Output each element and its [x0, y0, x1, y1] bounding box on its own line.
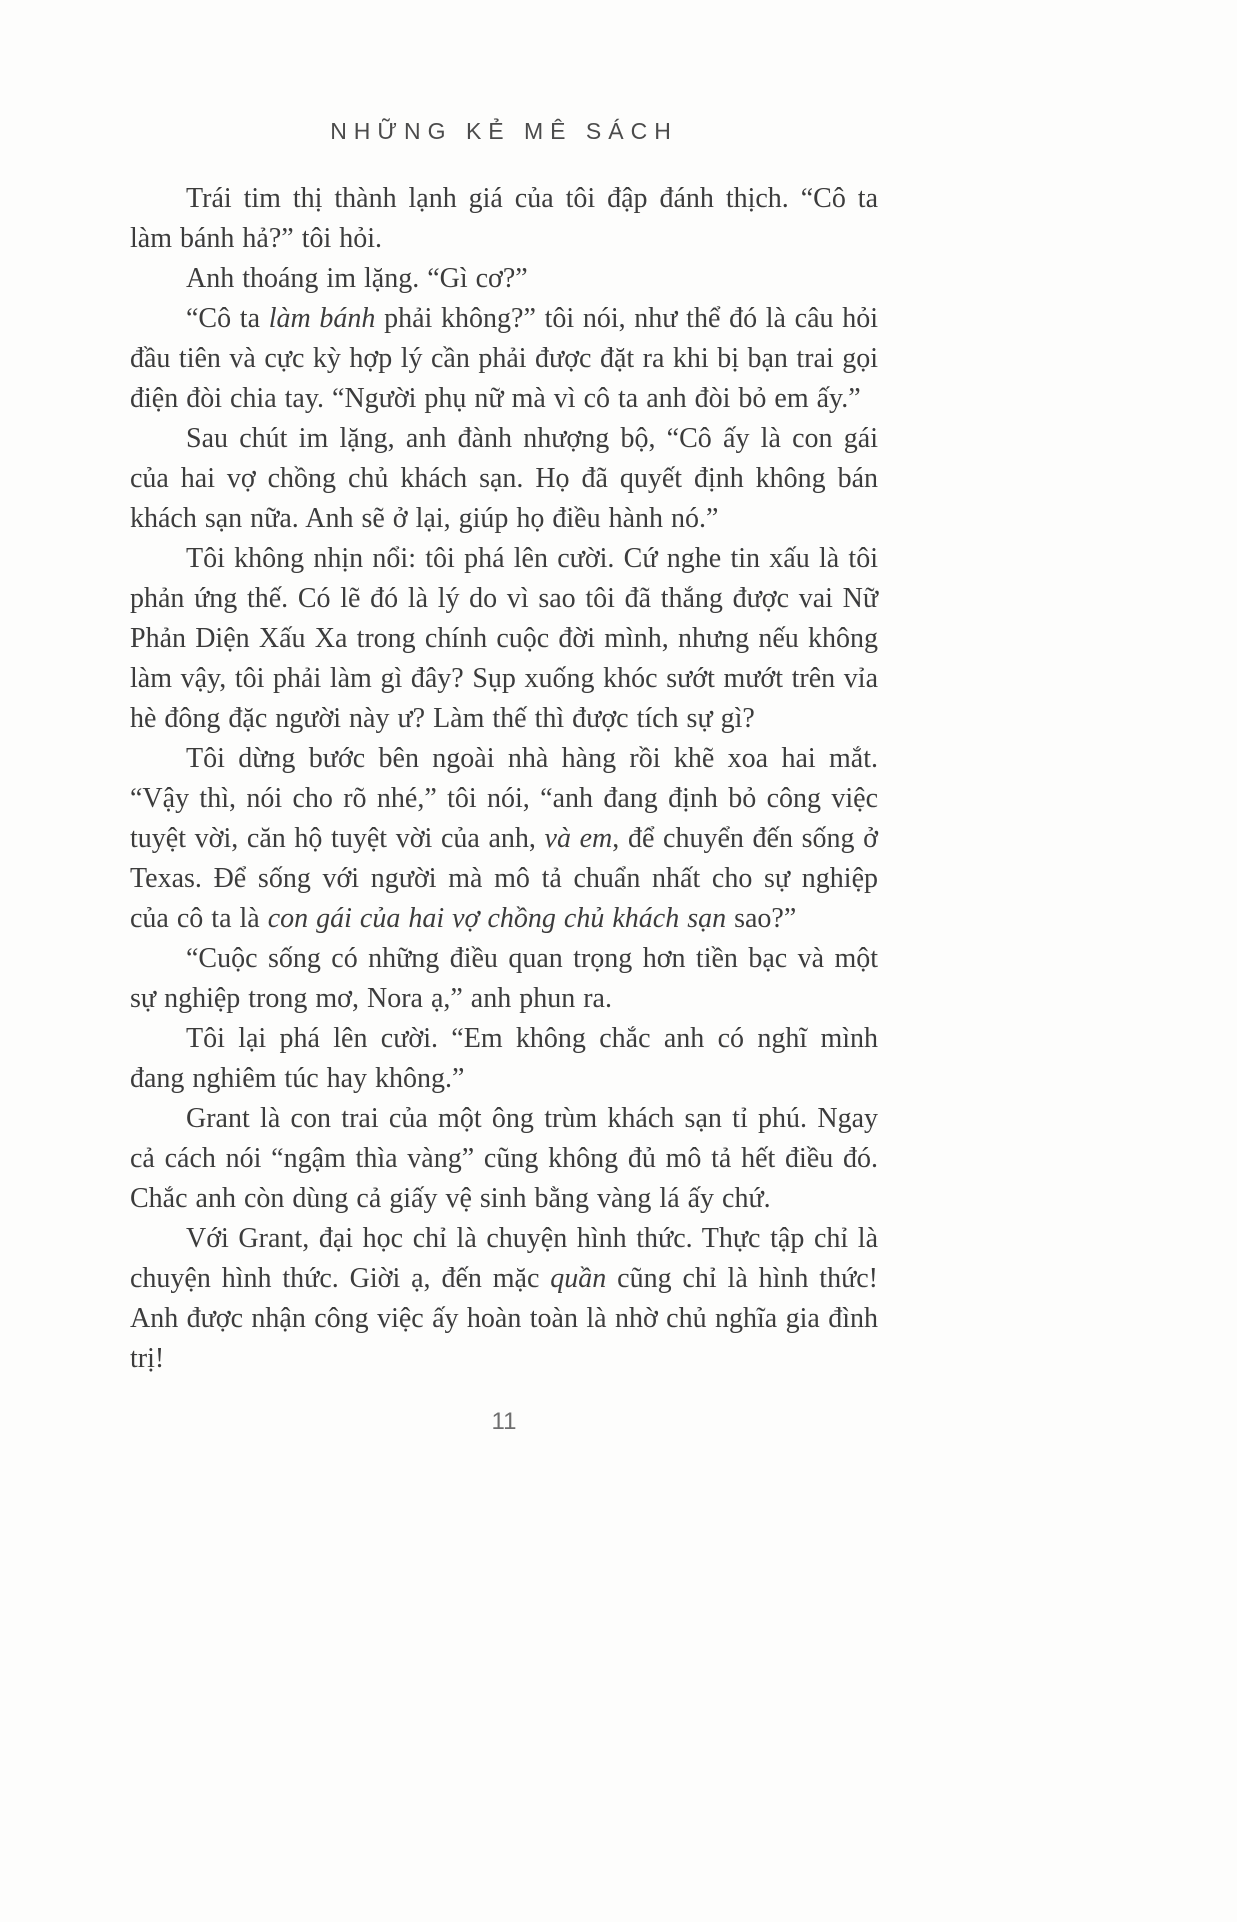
paragraph	[130, 419, 878, 539]
text-segment: Tôi không nhịn nổi: tôi phá lên cười. Cứ nghe tin xấu là tôi phản ứng thế. Có lẽ đó là lý do vì sao tôi đã thắng được vai Nữ Phản Diện Xấu Xa trong chính cuộc đời mình, nhưng nếu không làm vậy, tôi phải làm gì đây? Sụp xuống khóc sướt mướt trên vỉa hè đông đặc người này ư? Làm thế thì được tích sự gì?	[130, 543, 878, 734]
page-content	[130, 118, 878, 1379]
text-segment: Với Grant, đại học chỉ là chuyện hình thức. Thực tập chỉ là chuyện hình thức. Giời ạ, đến mặc	[130, 1223, 878, 1294]
text-segment: và em	[544, 823, 613, 854]
paragraph	[130, 539, 878, 739]
text-segment: “Cuộc sống có những điều quan trọng hơn tiền bạc và một sự nghiệp trong mơ, Nora ạ,” anh phun ra.	[130, 943, 878, 1014]
paragraph	[130, 179, 878, 259]
text-segment: Sau chút im lặng, anh đành nhượng bộ, “Cô ấy là con gái của hai vợ chồng chủ khách sạn. Họ đã quyết định không bán khách sạn nữa. Anh sẽ ở lại, giúp họ điều hành nó.”	[130, 423, 878, 534]
text-segment: cũng chỉ là hình thức! Anh được nhận công việc ấy hoàn toàn là nhờ chủ nghĩa gia đình trị!	[130, 1263, 879, 1374]
text-segment: Tôi dừng bước bên ngoài nhà hàng rồi khẽ xoa hai mắt. “Vậy thì, nói cho rõ nhé,” tôi nói, “anh đang định bỏ công việc tuyệt vời, căn hộ tuyệt vời của anh,	[130, 743, 878, 854]
paragraph	[130, 259, 878, 299]
text-segment: phải không?” tôi nói, như thể đó là câu hỏi đầu tiên và cực kỳ hợp lý cần phải được đặt ra khi bị bạn trai gọi điện đòi chia tay. “Người phụ nữ mà vì cô ta anh đòi bỏ em ấy.”	[130, 303, 879, 414]
text-segment: “Cô ta	[186, 303, 269, 334]
paragraph	[130, 1019, 878, 1099]
page-body	[130, 179, 878, 1379]
running-header: NHỮNG KẺ MÊ SÁCH	[330, 118, 678, 144]
paragraph	[130, 299, 878, 419]
paragraph	[130, 939, 878, 1019]
paragraph	[130, 739, 878, 939]
text-segment: làm bánh	[268, 303, 376, 334]
text-segment: Grant là con trai của một ông trùm khách sạn tỉ phú. Ngay cả cách nói “ngậm thìa vàng” cũng không đủ mô tả hết điều đó. Chắc anh còn dùng cả giấy vệ sinh bằng vàng lá ấy chứ.	[130, 1103, 878, 1214]
text-segment: Tôi lại phá lên cười. “Em không chắc anh có nghĩ mình đang nghiêm túc hay không.”	[130, 1023, 878, 1094]
text-segment: sao?”	[726, 903, 797, 934]
page-number: 11	[491, 1408, 517, 1435]
paragraph	[130, 1219, 878, 1379]
text-segment: , để chuyển đến sống ở Texas. Để sống với người mà mô tả chuẩn nhất cho sự nghiệp của cô ta là	[130, 823, 878, 934]
text-segment: Trái tim thị thành lạnh giá của tôi đập đánh thịch. “Cô ta làm bánh hả?” tôi hỏi.	[130, 183, 878, 254]
text-segment: Anh thoáng im lặng. “Gì cơ?”	[186, 263, 528, 294]
text-segment: con gái của hai vợ chồng chủ khách sạn	[267, 903, 727, 934]
text-segment: quần	[550, 1263, 607, 1294]
paragraph	[130, 1099, 878, 1219]
